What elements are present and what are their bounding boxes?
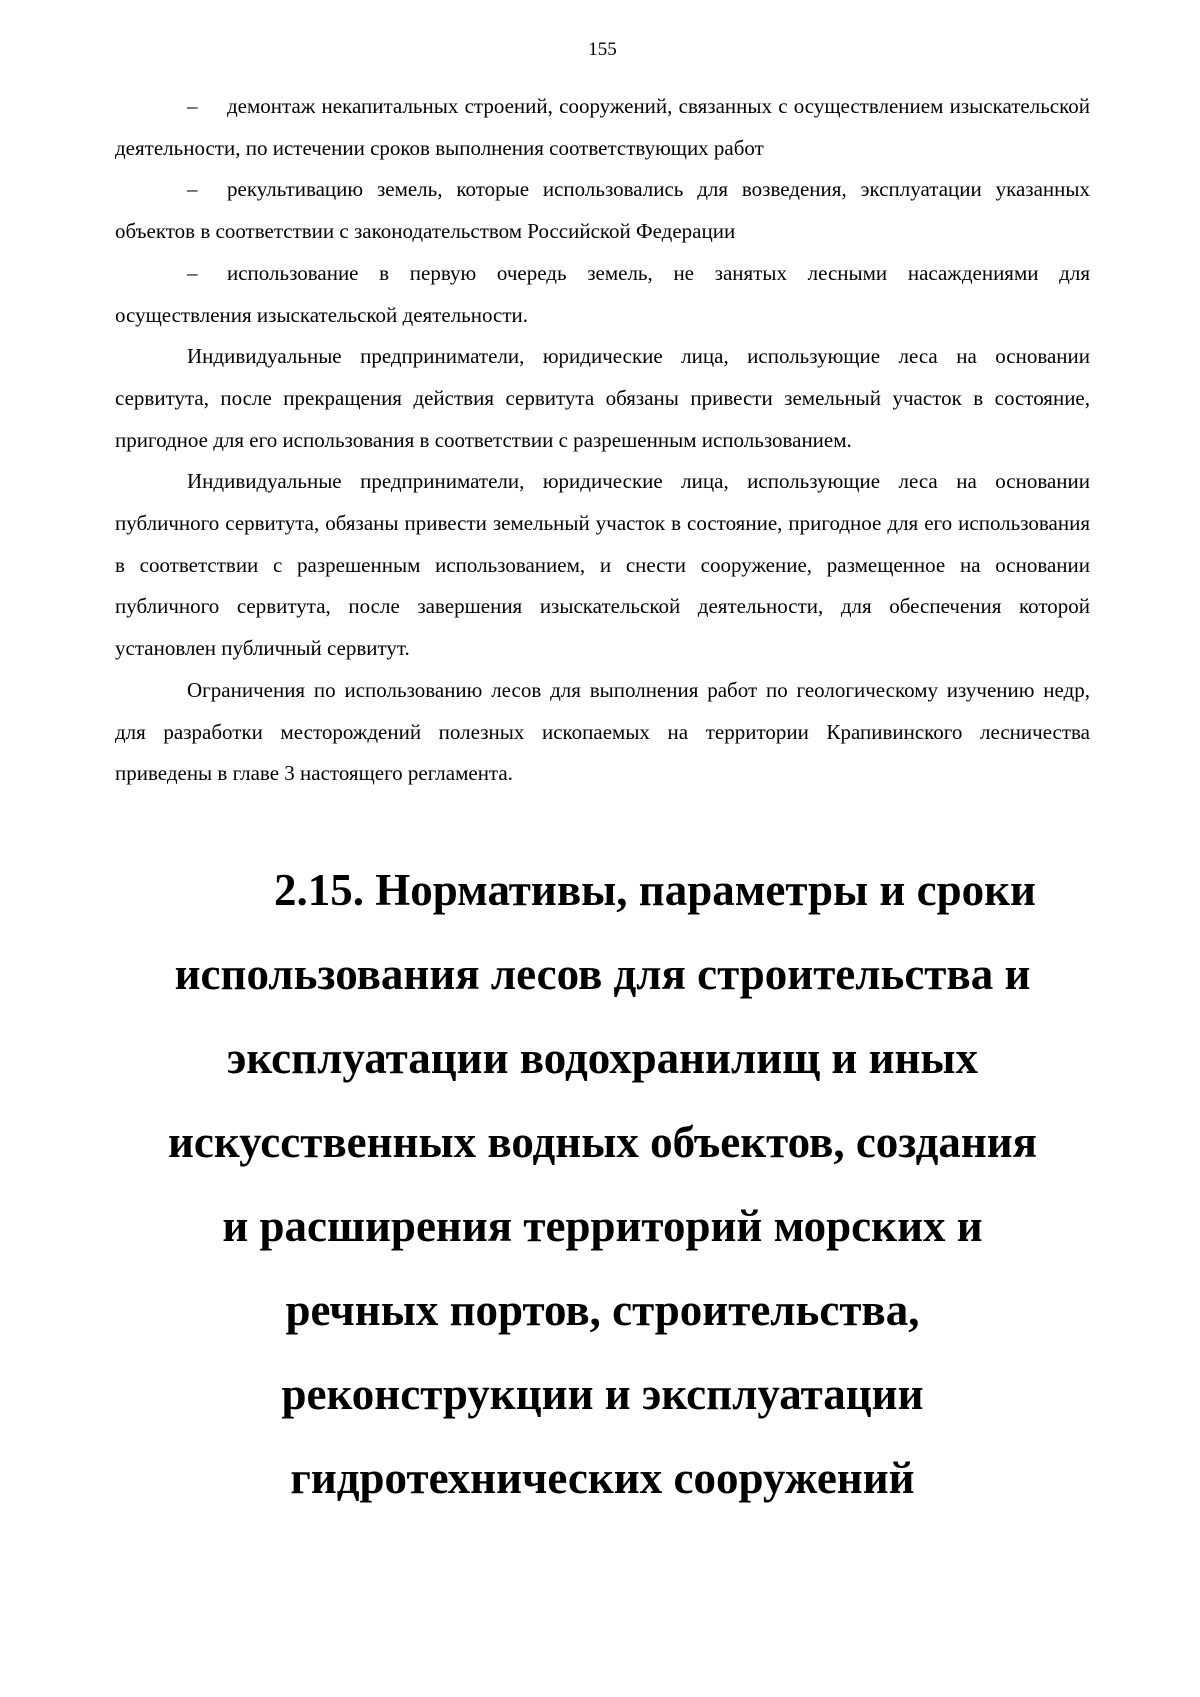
- heading-line: эксплуатации водохранилищ и иных: [226, 1033, 979, 1083]
- heading-line: и расширения территорий морских и: [222, 1201, 983, 1251]
- paragraph-2: Индивидуальные предприниматели, юридические лица, использующие леса на основании публичного сервитута, обязаны привести земельный участок в состояние, пригодное для его использования в соответствии с разрешенным использованием, и снести сооружение, размещенное на основании публичного сервитута, после завершения изыскательской деятельности, для обеспечения которой установлен публичный сервитут.: [115, 469, 1090, 661]
- heading-line: гидротехнических сооружений: [290, 1453, 915, 1503]
- bullet-text: рекультивацию земель, которые использовались для возведения, эксплуатации указанных объектов в соответствии с законодательством Российской Федерации: [115, 177, 1090, 244]
- paragraph-1: Индивидуальные предприниматели, юридические лица, использующие леса на основании сервитута, после прекращения действия сервитута обязаны привести земельный участок в состояние, пригодное для его использования в соответствии с разрешенным использованием.: [115, 344, 1090, 452]
- bullet-text: демонтаж некапитальных строений, сооружений, связанных с осуществлением изыскательской деятельности, по истечении сроков выполнения соответствующих работ: [115, 94, 1090, 160]
- heading-line: 2.15. Нормативы, параметры и сроки: [274, 865, 1036, 915]
- bullet-text: использование в первую очередь земель, не занятых лесными насаждениями для осуществления изыскательской деятельности.: [115, 260, 1090, 327]
- bullet-marker: –: [187, 260, 198, 285]
- document-page: [115, 0, 1090, 1697]
- heading-line: реконструкции и эксплуатации: [281, 1369, 924, 1419]
- bullet-item-3: [115, 253, 1090, 336]
- bullet-item-1: [115, 86, 1090, 169]
- section-heading: [115, 848, 1090, 1520]
- paragraph-3: Ограничения по использованию лесов для выполнения работ по геологическому изучению недр, для разработки месторождений полезных ископаемых на территории Крапивинского лесничества приведены в главе 3 настоящего регламента.: [115, 677, 1090, 786]
- body-text: [115, 86, 1090, 795]
- page-number: 155: [588, 39, 617, 60]
- heading-line: искусственных водных объектов, создания: [167, 1117, 1038, 1167]
- bullet-marker: –: [187, 94, 198, 118]
- heading-line: использования лесов для строительства и: [174, 949, 1031, 999]
- bullet-item-2: [115, 169, 1090, 252]
- bullet-marker: –: [187, 177, 198, 202]
- heading-line: речных портов, строительства,: [285, 1285, 920, 1335]
